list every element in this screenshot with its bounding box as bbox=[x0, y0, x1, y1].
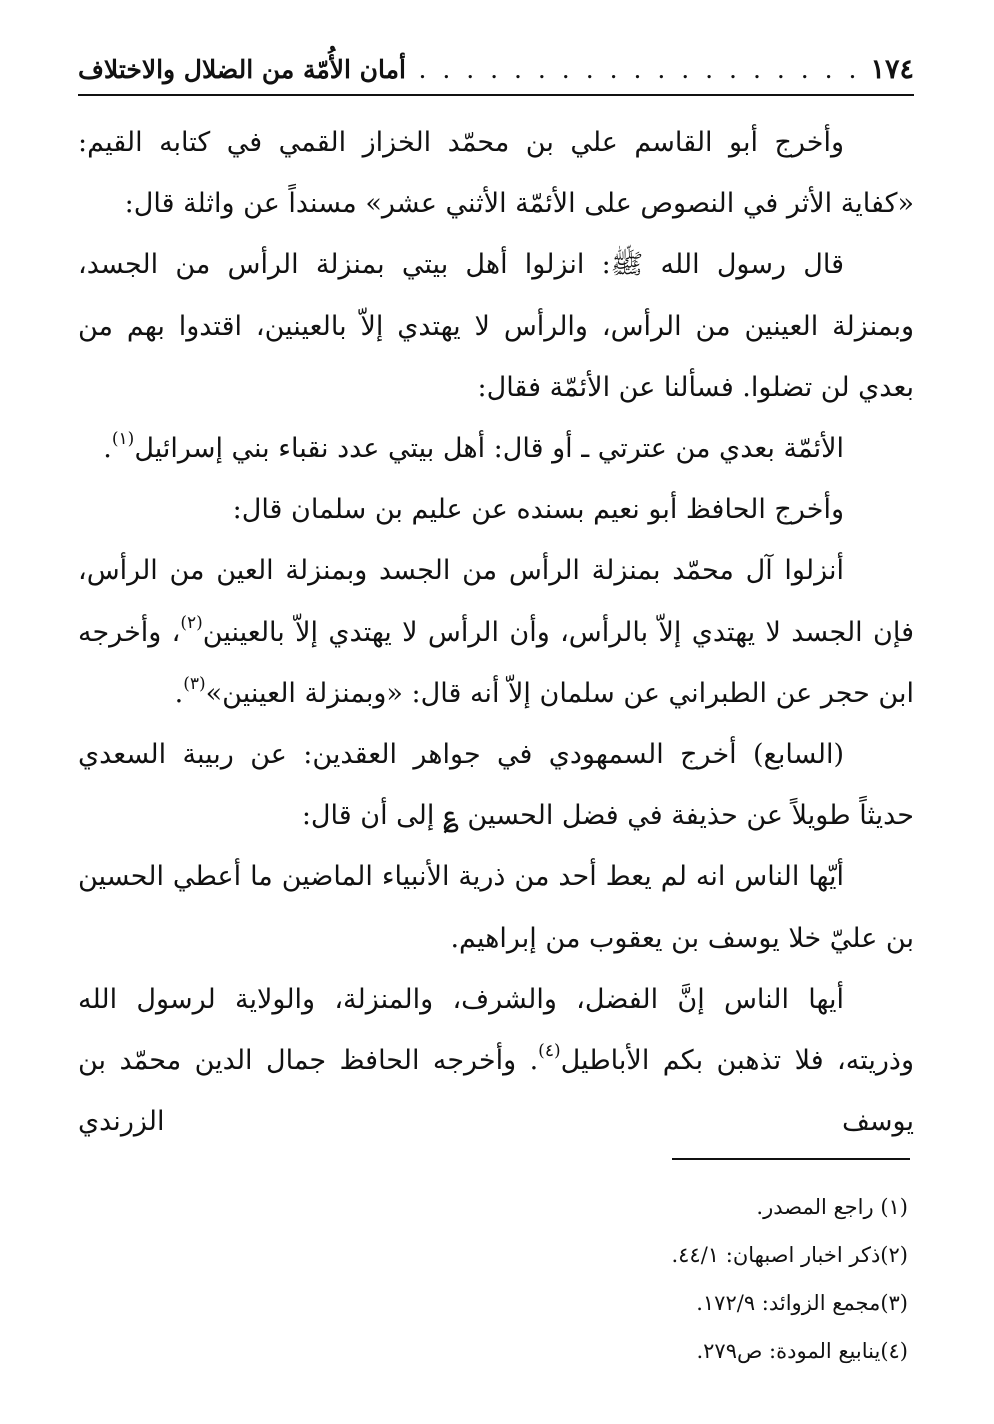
footnote: (٣)مجمع الزوائد: ١٧٢/٩. bbox=[696, 1291, 908, 1315]
page-number: ١٧٤ bbox=[870, 53, 914, 85]
paragraph: قال رسول الله ﷺ: انزلوا أهل بيتي بمنزلة الرأس من الجسد، وبمنزلة العينين من الرأس، والرأس لا يهتدي إلاّ بالعينين، اقتدوا بهم من بعدي لن تضلوا. فسألنا عن الأئمّة فقال: bbox=[78, 249, 914, 403]
footnote-ref: (٣) bbox=[183, 673, 206, 694]
header-leader-dots bbox=[416, 55, 861, 84]
paragraph: أيها الناس إنَّ الفضل، والشرف، والمنزلة، والولاية لرسول الله وذريته، فلا تذهبن بكم الأباطيل$^{(٤)}$. وأخرجه الحافظ جمال الدين محمّد بن يوسف الزرندي bbox=[78, 983, 914, 1138]
footnotes bbox=[78, 1183, 910, 1375]
footnote-ref: (١) bbox=[111, 429, 135, 450]
footnote-ref: (٢) bbox=[180, 612, 203, 633]
main-text bbox=[78, 112, 914, 1152]
footnote-separator bbox=[672, 1158, 910, 1160]
footnote-ref: (٤) bbox=[538, 1041, 561, 1062]
paragraph: أنزلوا آل محمّد بمنزلة الرأس من الجسد وبمنزلة العين من الرأس، فإن الجسد لا يهتدي إلاّ بالرأس، وأن الرأس لا يهتدي إلاّ بالعينين$^{(٢)}$، وأخرجه ابن حجر عن الطبراني عن سلمان إلاّ أنه قال: «وبمنزلة العينين»$^{(٣)}$. bbox=[78, 555, 914, 709]
paragraph: وأخرج أبو القاسم علي بن محمّد الخزاز القمي في كتابه القيم: «كفاية الأثر في النصوص على الأئمّة الأثني عشر» مسنداً عن واثلة قال: bbox=[78, 127, 914, 220]
footnote: (٢)ذكر اخبار اصبهان: ٤٤/١. bbox=[671, 1243, 908, 1267]
footnote: (٤)ينابيع المودة: ص٢٧٩. bbox=[696, 1339, 908, 1363]
paragraph: أيّها الناس انه لم يعط أحد من ذرية الأنبياء الماضين ما أعطي الحسين بن عليّ خلا يوسف بن يعقوب من إبراهيم. bbox=[78, 861, 914, 954]
paragraph: وأخرج الحافظ أبو نعيم بسنده عن عليم بن سلمان قال: bbox=[232, 494, 844, 526]
footnote: (١) راجع المصدر. bbox=[756, 1195, 908, 1219]
book-title: أمان الأُمّة من الضلال والاختلاف bbox=[78, 54, 406, 84]
paragraph: الأئمّة بعدي من عترتي ـ أو قال: أهل بيتي عدد نقباء بني إسرائيل$^{(١)}$. bbox=[103, 429, 844, 465]
running-header bbox=[78, 44, 914, 96]
paragraph: (السابع) أخرج السمهودي في جواهر العقدين: عن ربيبة السعدي حديثاً طويلاً عن حذيفة في فضل الحسين ؏ إلى أن قال: bbox=[78, 739, 914, 832]
